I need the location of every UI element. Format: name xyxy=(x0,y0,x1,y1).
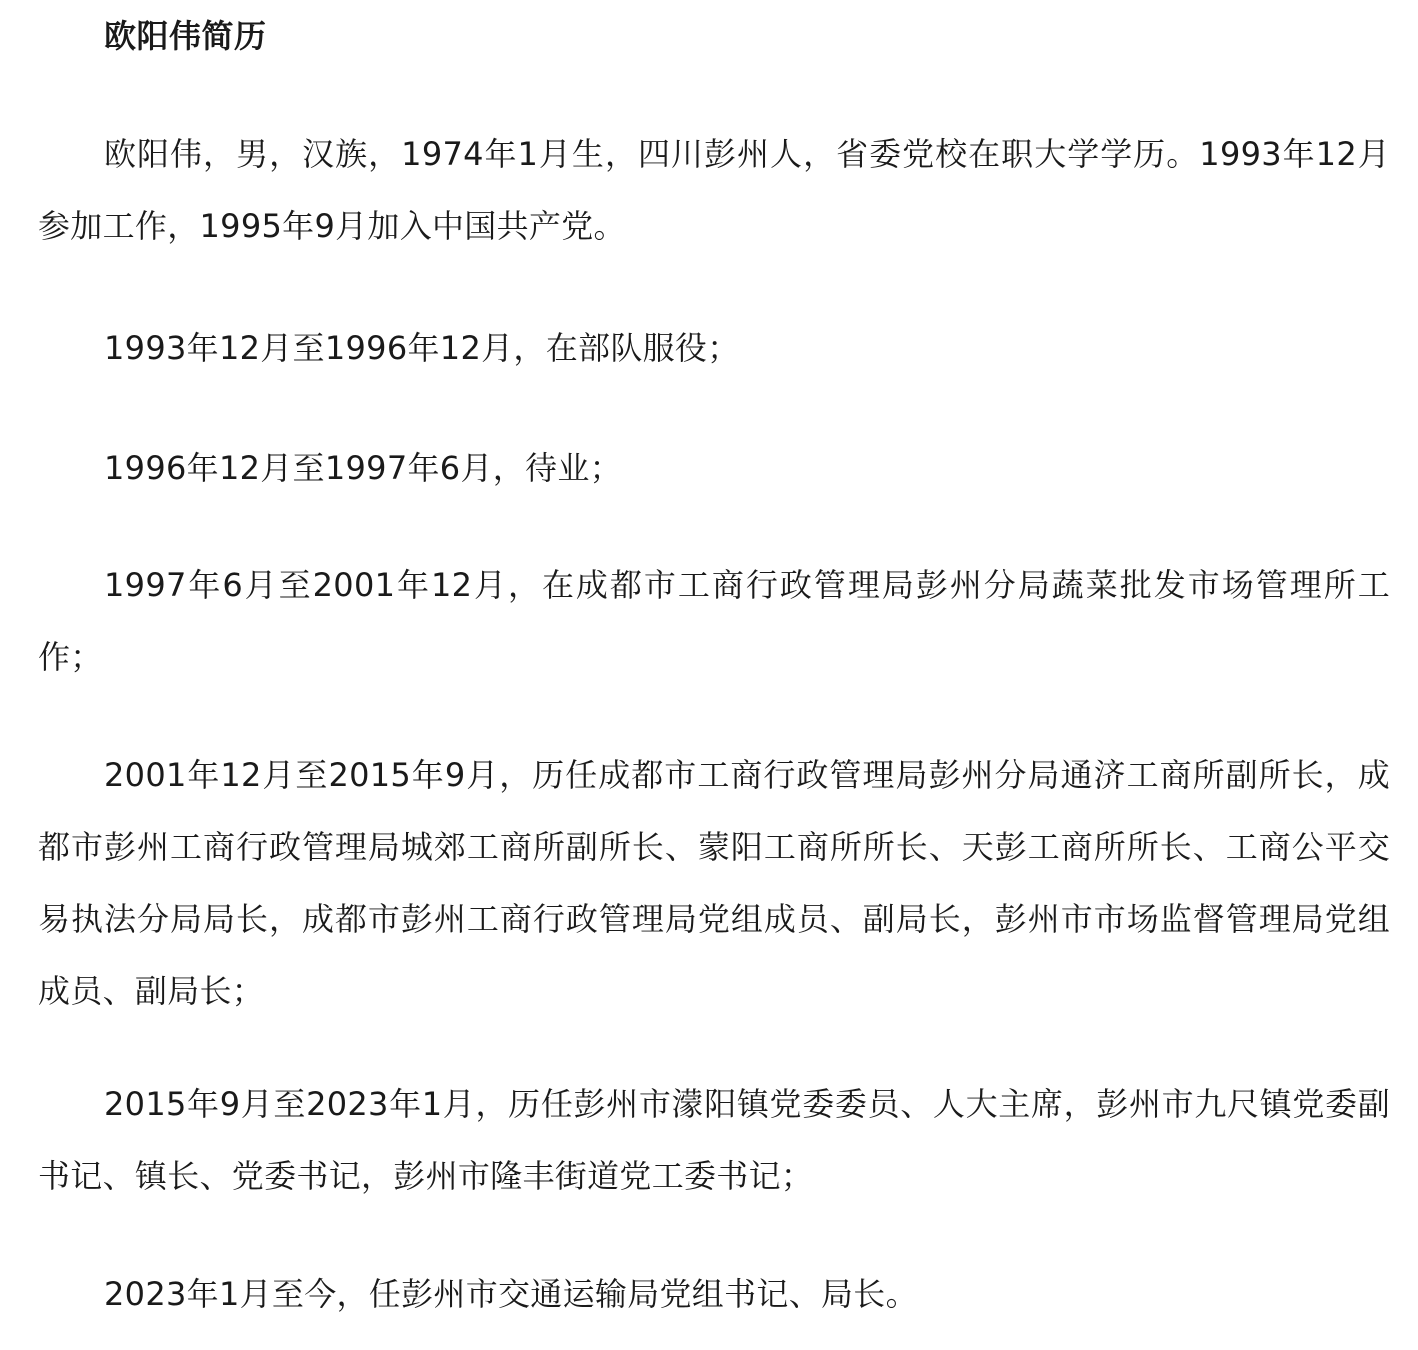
paragraph-career-6: 2023年1月至今，任彭州市交通运输局党组书记、局长。 xyxy=(104,1275,918,1313)
paragraph-career-5: 2015年9月至2023年1月，历任彭州市濛阳镇党委委员、人大主席，彭州市九尺镇党委副书记、镇长、党委书记，彭州市隆丰街道党工委书记； xyxy=(38,1085,1390,1195)
paragraph-career-4: 2001年12月至2015年9月，历任成都市工商行政管理局彭州分局通济工商所副所长，成都市彭州工商行政管理局城郊工商所副所长、蒙阳工商所所长、天彭工商所所长、工商公平交易执法分局局长，成都市彭州工商行政管理局党组成员、副局长，彭州市市场监督管理局党组成员、副局长； xyxy=(38,756,1390,1010)
paragraph-career-2: 1996年12月至1997年6月，待业； xyxy=(104,449,622,487)
paragraph-career-1: 1993年12月至1996年12月，在部队服役； xyxy=(104,329,740,367)
paragraph-profile: 欧阳伟，男，汉族，1974年1月生，四川彭州人，省委党校在职大学学历。1993年12月参加工作，1995年9月加入中国共产党。 xyxy=(38,135,1390,245)
document-title: 欧阳伟简历 xyxy=(104,17,267,55)
paragraph-career-3: 1997年6月至2001年12月，在成都市工商行政管理局彭州分局蔬菜批发市场管理所工作； xyxy=(38,566,1390,676)
